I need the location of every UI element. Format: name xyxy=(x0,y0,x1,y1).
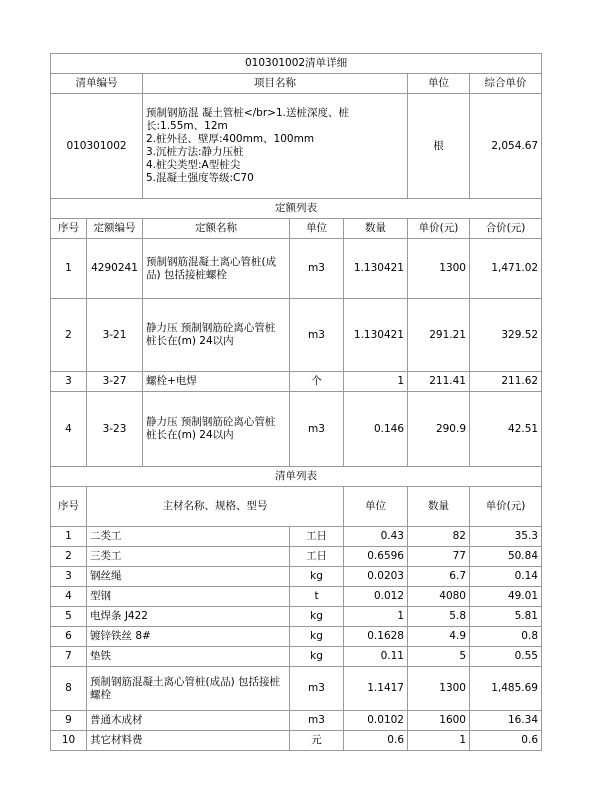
material-no: 9 xyxy=(51,711,87,731)
material-no: 6 xyxy=(51,627,87,647)
material-no: 7 xyxy=(51,647,87,667)
material-total: 50.84 xyxy=(470,547,542,567)
material-row xyxy=(51,627,542,647)
material-total: 35.3 xyxy=(470,527,542,547)
material-price: 6.7 xyxy=(408,567,470,587)
material-name: 其它材料费 xyxy=(87,731,290,751)
material-price: 1 xyxy=(408,731,470,751)
quota-price: 290.9 xyxy=(408,392,470,467)
quota-qty: 0.146 xyxy=(344,392,408,467)
quota-no: 4 xyxy=(51,392,87,467)
material-name: 型钢 xyxy=(87,587,290,607)
sheet-title: 010301002清单详细 xyxy=(51,54,542,74)
material-qty: 0.43 xyxy=(344,527,408,547)
quota-total: 329.52 xyxy=(470,299,542,372)
quota-qty-header: 数量 xyxy=(344,219,408,239)
material-qty: 0.6 xyxy=(344,731,408,751)
material-price: 5.8 xyxy=(408,607,470,627)
quota-name-header: 定额名称 xyxy=(143,219,290,239)
quota-name: 静力压 预制钢筋砼离心管桩 桩长在(m) 24以内 xyxy=(143,299,290,372)
material-total: 0.6 xyxy=(470,731,542,751)
material-no: 3 xyxy=(51,567,87,587)
material-unit: kg xyxy=(290,567,344,587)
material-price: 5 xyxy=(408,647,470,667)
material-price: 77 xyxy=(408,547,470,567)
material-total: 49.01 xyxy=(470,587,542,607)
material-section-row xyxy=(51,467,542,487)
material-total: 0.14 xyxy=(470,567,542,587)
quota-code: 3-21 xyxy=(87,299,143,372)
quota-total: 1,471.02 xyxy=(470,239,542,299)
material-no: 1 xyxy=(51,527,87,547)
material-row xyxy=(51,711,542,731)
material-total: 5.81 xyxy=(470,607,542,627)
quota-header-row xyxy=(51,219,542,239)
material-name: 电焊条 J422 xyxy=(87,607,290,627)
quota-no: 2 xyxy=(51,299,87,372)
bill-detail-table xyxy=(50,53,542,527)
material-qty: 0.0102 xyxy=(344,711,408,731)
quota-unit-header: 单位 xyxy=(290,219,344,239)
material-row xyxy=(51,647,542,667)
material-no: 5 xyxy=(51,607,87,627)
material-unit: 元 xyxy=(290,731,344,751)
material-unit: m3 xyxy=(290,711,344,731)
material-unit: kg xyxy=(290,607,344,627)
material-price: 82 xyxy=(408,527,470,547)
quota-code-header: 定额编号 xyxy=(87,219,143,239)
material-unit: 工日 xyxy=(290,547,344,567)
material-no-header: 序号 xyxy=(51,487,87,527)
material-name: 三类工 xyxy=(87,547,290,567)
material-name: 普通木成材 xyxy=(87,711,290,731)
material-table xyxy=(50,526,542,751)
quota-price: 1300 xyxy=(408,239,470,299)
material-price: 1600 xyxy=(408,711,470,731)
material-price-header: 单价(元) xyxy=(470,487,542,527)
material-unit: kg xyxy=(290,627,344,647)
quota-total: 211.62 xyxy=(470,372,542,392)
item-name: 预制钢筋混 凝土管桩</br>1.送桩深度、桩长:1.55m、12m 2.桩外径、壁厚:400mm、100mm 3.沉桩方法:静力压桩 4.桩尖类型:A型桩尖 5.混凝土强度等级:C70 xyxy=(143,94,408,199)
material-qty: 0.11 xyxy=(344,647,408,667)
material-qty: 1 xyxy=(344,607,408,627)
quota-price: 211.41 xyxy=(408,372,470,392)
material-total: 0.55 xyxy=(470,647,542,667)
quota-section-title: 定额列表 xyxy=(51,199,542,219)
item-unit-price: 2,054.67 xyxy=(470,94,542,199)
quota-no: 3 xyxy=(51,372,87,392)
quota-unit: m3 xyxy=(290,239,344,299)
quota-row xyxy=(51,299,542,372)
item-unit-header: 单位 xyxy=(408,74,470,94)
material-row xyxy=(51,607,542,627)
quota-qty: 1.130421 xyxy=(344,239,408,299)
material-name-header: 主材名称、规格、型号 xyxy=(87,487,344,527)
quota-row xyxy=(51,239,542,299)
material-no: 4 xyxy=(51,587,87,607)
quota-no: 1 xyxy=(51,239,87,299)
quota-qty: 1 xyxy=(344,372,408,392)
quota-no-header: 序号 xyxy=(51,219,87,239)
material-row xyxy=(51,667,542,711)
material-total: 0.8 xyxy=(470,627,542,647)
quota-name: 螺栓+电焊 xyxy=(143,372,290,392)
material-qty-header: 数量 xyxy=(408,487,470,527)
material-qty: 0.0203 xyxy=(344,567,408,587)
quota-row xyxy=(51,392,542,467)
quota-code: 3-23 xyxy=(87,392,143,467)
material-unit: t xyxy=(290,587,344,607)
material-qty: 0.1628 xyxy=(344,627,408,647)
material-name: 二类工 xyxy=(87,527,290,547)
item-row xyxy=(51,94,542,199)
material-price: 4.9 xyxy=(408,627,470,647)
quota-total-header: 合价(元) xyxy=(470,219,542,239)
material-total: 16.34 xyxy=(470,711,542,731)
item-code-header: 清单编号 xyxy=(51,74,143,94)
item-unit: 根 xyxy=(408,94,470,199)
material-price: 4080 xyxy=(408,587,470,607)
item-name-header: 项目名称 xyxy=(143,74,408,94)
material-header-row xyxy=(51,487,542,527)
material-qty: 1.1417 xyxy=(344,667,408,711)
material-row xyxy=(51,527,542,547)
material-name: 垫铁 xyxy=(87,647,290,667)
material-row xyxy=(51,587,542,607)
material-unit: m3 xyxy=(290,667,344,711)
item-price-header: 综合单价 xyxy=(470,74,542,94)
material-qty: 0.6596 xyxy=(344,547,408,567)
material-name: 镀锌铁丝 8# xyxy=(87,627,290,647)
material-unit: kg xyxy=(290,647,344,667)
title-row xyxy=(51,54,542,74)
quota-total: 42.51 xyxy=(470,392,542,467)
material-row xyxy=(51,567,542,587)
quota-unit: 个 xyxy=(290,372,344,392)
quota-row xyxy=(51,372,542,392)
material-name: 预制钢筋混凝土离心管桩(成品) 包括接桩螺栓 xyxy=(87,667,290,711)
material-name: 钢丝绳 xyxy=(87,567,290,587)
quota-code: 4290241 xyxy=(87,239,143,299)
material-no: 8 xyxy=(51,667,87,711)
material-section-title: 清单列表 xyxy=(51,467,542,487)
quota-price-header: 单价(元) xyxy=(408,219,470,239)
item-code: 010301002 xyxy=(51,94,143,199)
quota-name: 预制钢筋混凝土离心管桩(成品) 包括接桩螺栓 xyxy=(143,239,290,299)
material-unit: 工日 xyxy=(290,527,344,547)
material-price: 1300 xyxy=(408,667,470,711)
material-no: 2 xyxy=(51,547,87,567)
material-total: 1,485.69 xyxy=(470,667,542,711)
quota-unit: m3 xyxy=(290,392,344,467)
quota-section-row xyxy=(51,199,542,219)
quota-code: 3-27 xyxy=(87,372,143,392)
item-header-row xyxy=(51,74,542,94)
material-qty: 0.012 xyxy=(344,587,408,607)
quota-price: 291.21 xyxy=(408,299,470,372)
material-no: 10 xyxy=(51,731,87,751)
quota-unit: m3 xyxy=(290,299,344,372)
material-row xyxy=(51,547,542,567)
material-unit-header: 单位 xyxy=(344,487,408,527)
quota-qty: 1.130421 xyxy=(344,299,408,372)
material-row xyxy=(51,731,542,751)
quota-name: 静力压 预制钢筋砼离心管桩 桩长在(m) 24以内 xyxy=(143,392,290,467)
